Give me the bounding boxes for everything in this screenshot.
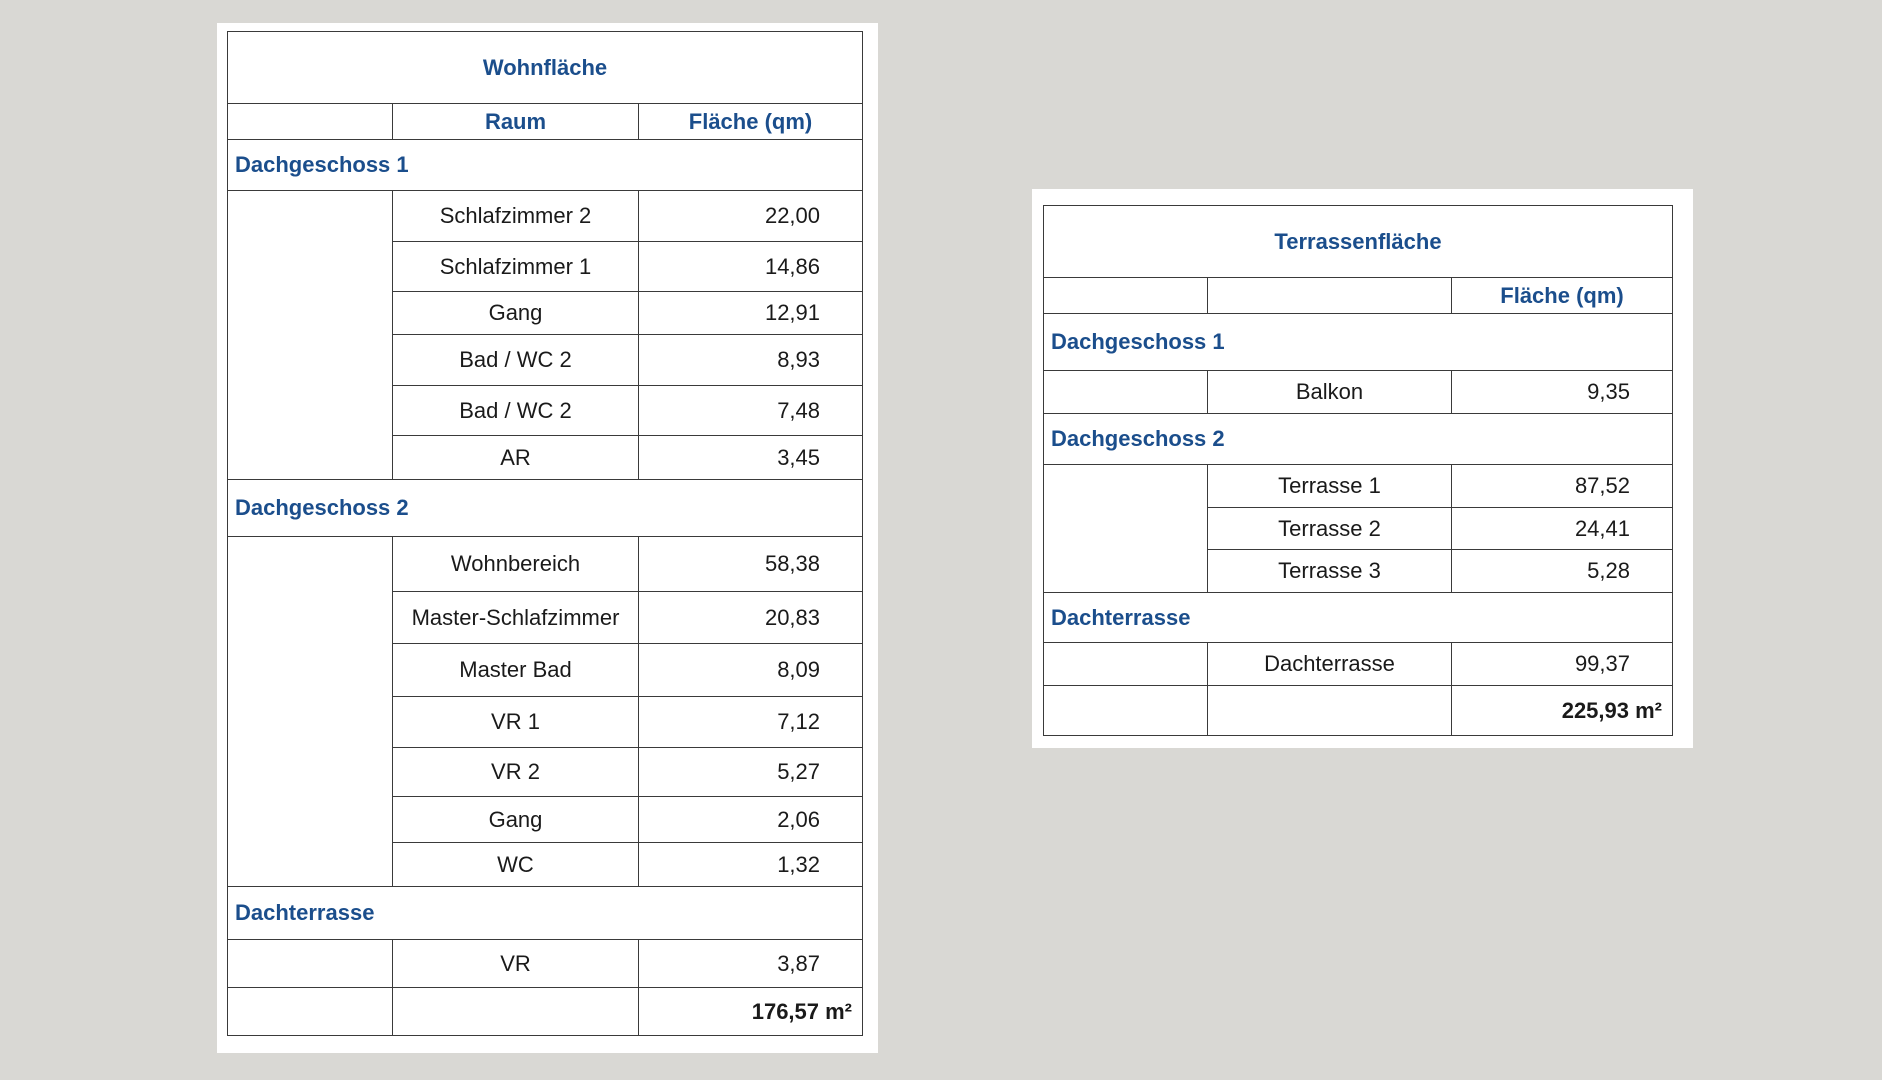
room-area: 58,38 xyxy=(639,537,863,592)
empty-cell xyxy=(228,940,393,988)
room-name: VR 2 xyxy=(393,748,639,797)
room-name: Gang xyxy=(393,292,639,335)
room-name: Terrasse 3 xyxy=(1208,550,1452,593)
room-area: 8,09 xyxy=(639,644,863,697)
empty-cell xyxy=(1044,643,1208,686)
room-name: Schlafzimmer 2 xyxy=(393,191,639,242)
empty-cell xyxy=(1044,371,1208,414)
section-header: Dachgeschoss 2 xyxy=(228,480,863,537)
room-area: 7,12 xyxy=(639,697,863,748)
empty-cell xyxy=(1044,465,1208,593)
room-area: 24,41 xyxy=(1452,508,1673,550)
section-header: Dachgeschoss 1 xyxy=(228,140,863,191)
wohnflaeche-table xyxy=(227,31,863,1036)
room-area: 2,06 xyxy=(639,797,863,843)
room-name: Terrasse 1 xyxy=(1208,465,1452,508)
room-area: 3,45 xyxy=(639,436,863,480)
section-header: Dachgeschoss 1 xyxy=(1044,314,1673,371)
room-area: 8,93 xyxy=(639,335,863,386)
terrassenflaeche-title: Terrassenfläche xyxy=(1044,206,1673,278)
empty-cell xyxy=(228,104,393,140)
wohnflaeche-title: Wohnfläche xyxy=(228,32,863,104)
room-area: 7,48 xyxy=(639,386,863,436)
section-header: Dachgeschoss 2 xyxy=(1044,414,1673,465)
room-name: Bad / WC 2 xyxy=(393,335,639,386)
room-name: AR xyxy=(393,436,639,480)
terrassenflaeche-table xyxy=(1043,205,1673,736)
total-area: 225,93 m² xyxy=(1452,686,1673,736)
section-header: Dachterrasse xyxy=(228,887,863,940)
room-name: Bad / WC 2 xyxy=(393,386,639,436)
room-area: 87,52 xyxy=(1452,465,1673,508)
empty-cell xyxy=(1044,278,1208,314)
empty-cell xyxy=(228,537,393,887)
room-name: Dachterrasse xyxy=(1208,643,1452,686)
room-area: 99,37 xyxy=(1452,643,1673,686)
empty-cell xyxy=(393,988,639,1036)
room-area: 3,87 xyxy=(639,940,863,988)
empty-cell xyxy=(1208,686,1452,736)
room-area: 9,35 xyxy=(1452,371,1673,414)
room-area: 1,32 xyxy=(639,843,863,887)
room-area: 14,86 xyxy=(639,242,863,292)
room-name: Master-Schlafzimmer xyxy=(393,592,639,644)
room-area: 12,91 xyxy=(639,292,863,335)
room-name: Gang xyxy=(393,797,639,843)
total-area: 176,57 m² xyxy=(639,988,863,1036)
section-header: Dachterrasse xyxy=(1044,593,1673,643)
room-area: 5,28 xyxy=(1452,550,1673,593)
empty-cell xyxy=(1208,278,1452,314)
room-name: Master Bad xyxy=(393,644,639,697)
column-header-room: Raum xyxy=(393,104,639,140)
room-name: Terrasse 2 xyxy=(1208,508,1452,550)
empty-cell xyxy=(228,988,393,1036)
wohnflaeche-card xyxy=(217,23,878,1053)
room-area: 5,27 xyxy=(639,748,863,797)
room-name: VR 1 xyxy=(393,697,639,748)
terrassenflaeche-card xyxy=(1032,189,1693,748)
room-name: VR xyxy=(393,940,639,988)
column-header-area: Fläche (qm) xyxy=(639,104,863,140)
room-name: Schlafzimmer 1 xyxy=(393,242,639,292)
room-area: 22,00 xyxy=(639,191,863,242)
room-name: Wohnbereich xyxy=(393,537,639,592)
room-name: WC xyxy=(393,843,639,887)
room-name: Balkon xyxy=(1208,371,1452,414)
column-header-area: Fläche (qm) xyxy=(1452,278,1673,314)
empty-cell xyxy=(1044,686,1208,736)
empty-cell xyxy=(228,191,393,480)
room-area: 20,83 xyxy=(639,592,863,644)
